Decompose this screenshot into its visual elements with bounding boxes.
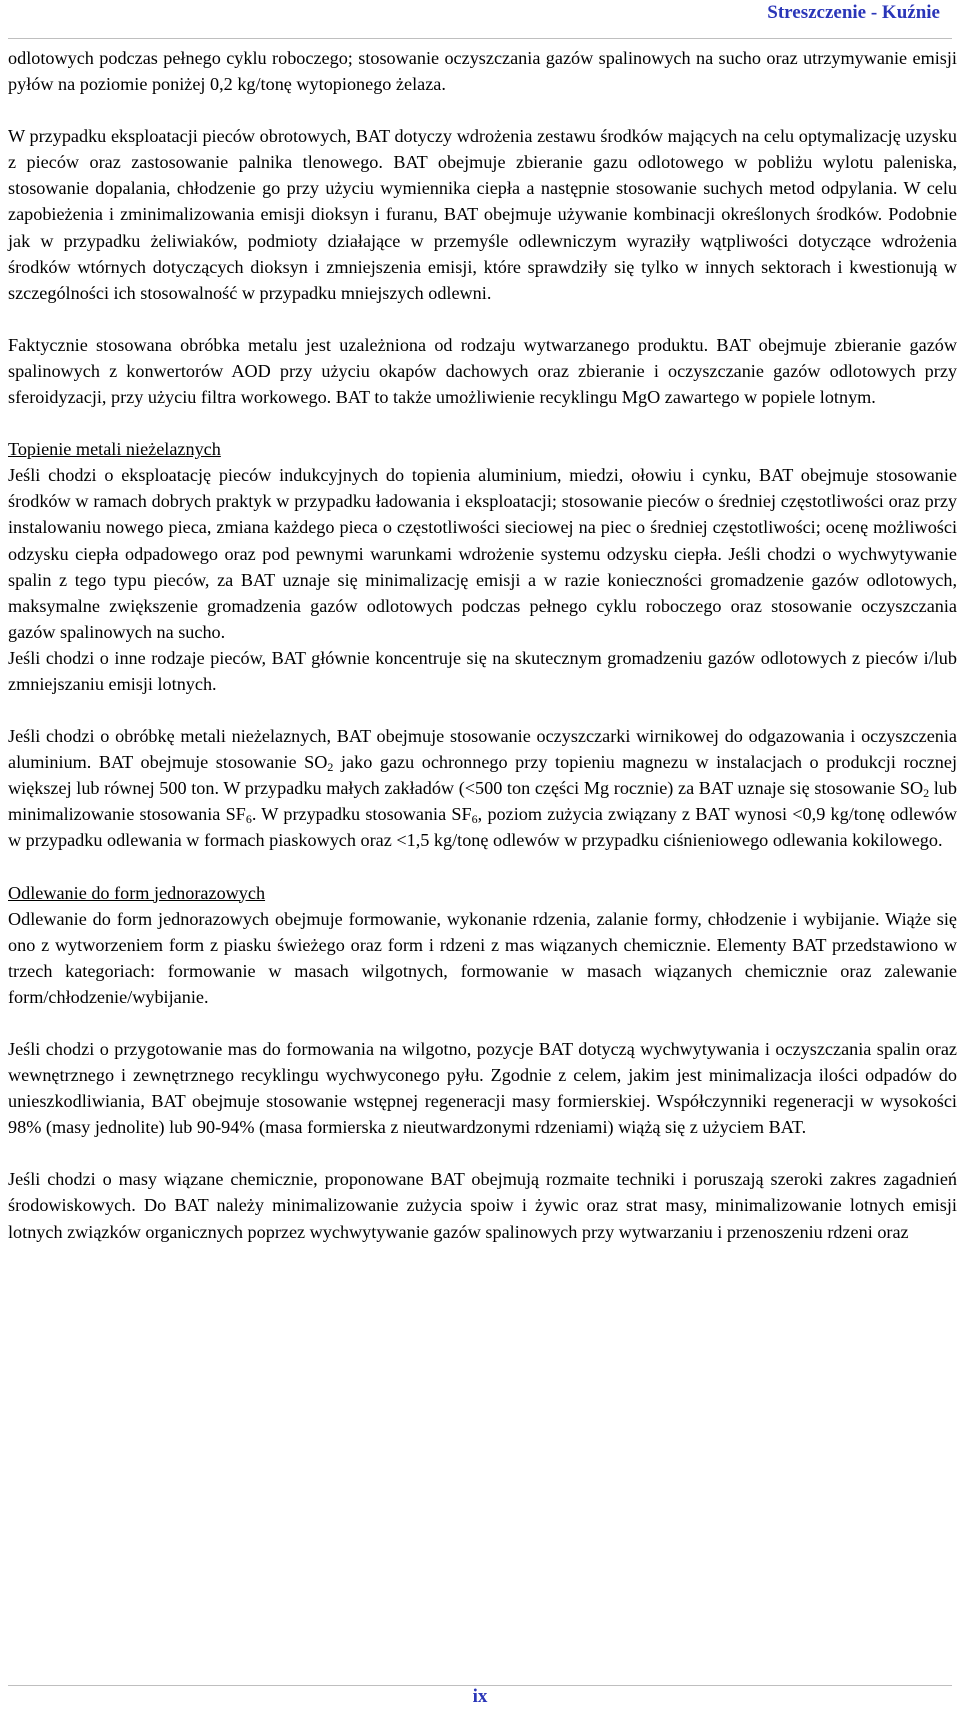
- text-run: . W przypadku stosowania SF: [251, 804, 472, 825]
- page-number: ix: [472, 1686, 488, 1707]
- section-heading: Topienie metali nieżelaznych: [8, 439, 221, 460]
- paragraph: Faktycznie stosowana obróbka metalu jest uzależniona od rodzaju wytwarzanego produktu. BAT obejmuje zbieranie gazów spalinowych z konwertorów AOD przy użyciu okapów dachowych oraz zbieranie i oczyszczanie gazów odlotowych przy sferoidyzacji, przy użyciu filtra workowego. BAT to także umożliwienie recyklingu MgO zawartego w popiele lotnym.: [8, 334, 957, 408]
- text-run: , poziom zużycia związany z BAT wynosi <0,9 kg/tonę odlewów w przypadku odlewania w formach piaskowych oraz <1,5 kg/tonę odlewów w przypadku ciśnieniowego odlewania kokilowego.: [8, 804, 957, 851]
- subscript: 2: [327, 760, 334, 775]
- header-divider: [8, 38, 952, 39]
- subscript: 2: [923, 786, 930, 801]
- paragraph: Jeśli chodzi o przygotowanie mas do formowania na wilgotno, pozycje BAT dotyczą wychwytywania i oczyszczania spalin oraz wewnętrznego i zewnętrznego recyklingu wychwyconego pyłu. Zgodnie z celem, jakim jest minimalizacja ilości odpadów do unieszkodliwiania, BAT obejmuje stosowanie wstępnej regeneracji masy formierskiej. Współczynniki regeneracji w wysokości 98% (masy jednolite) lub 90-94% (masa formierska z nieutwardzonymi rdzeniami) wiążą się z użyciem BAT.: [8, 1039, 957, 1138]
- section-heading: Odlewanie do form jednorazowych: [8, 882, 266, 903]
- paragraph: odlotowych podczas pełnego cyklu roboczego; stosowanie oczyszczania gazów spalinowych na sucho oraz utrzymywanie emisji pyłów na poziomie poniżej 0,2 kg/tonę wytopionego żelaza.: [8, 48, 957, 95]
- text-run: lub minimalizowanie stosowania SF: [8, 778, 957, 825]
- paragraph: Jeśli chodzi o masy wiązane chemicznie, proponowane BAT obejmują rozmaite techniki i poruszają szeroki zakres zagadnień środowiskowych. Do BAT należy minimalizowanie zużycia spoiw i żywic oraz strat masy, minimalizowanie lotnych emisji lotnych związków organicznych poprzez wychwytywanie gazów spalinowych przy wytwarzaniu i przenoszeniu rdzeni oraz: [8, 1169, 957, 1242]
- subscript: 6: [245, 812, 252, 827]
- paragraph: W przypadku eksploatacji pieców obrotowych, BAT dotyczy wdrożenia zestawu środków mających na celu optymalizację uzysku z pieców oraz zastosowanie palnika tlenowego. BAT obejmuje zbieranie gazu odlotowego w pobliżu wylotu paleniska, stosowanie dopalania, chłodzenie go przy użyciu wymiennika ciepła a następnie stosowanie suchych metod odpylania. W celu zapobieżenia i zminimalizowania emisji dioksyn i furanu, BAT obejmuje używanie kombinacji określonych środków. Podobnie jak w przypadku żeliwiaków, podmioty działające w przemyśle odlewniczym wyraziły wątpliwości dotyczące wdrożenia środków wtórnych dotyczących dioksyn i zmniejszenia emisji, które sprawdziły się tylko w innych sektorach i kwestionują w szczególności ich stosowalność w przypadku mniejszych odlewni.: [8, 126, 957, 303]
- paragraph: [8, 723, 957, 853]
- paragraph: Odlewanie do form jednorazowych obejmuje formowanie, wykonanie rdzenia, zalanie formy, chłodzenie i wybijanie. Wiąże się ono z wytworzeniem form z piasku świeżego oraz form i rdzeni z mas wiązanych chemicznie. Elementy BAT przedstawiono w trzech kategoriach: formowanie w masach wilgotnych, formowanie w masach wiązanych chemicznie oraz zalewanie form/chłodzenie/wybijanie.: [8, 908, 957, 1007]
- subscript: 6: [471, 812, 478, 827]
- text-run: jako gazu ochronnego przy topieniu magnezu w instalacjach o produkcji rocznej większej lub równej 500 ton. W przypadku małych zakładów (<500 ton części Mg rocznie) za BAT uznaje się stosowanie SO: [8, 752, 957, 799]
- running-header: Streszczenie - Kuźnie: [767, 2, 940, 23]
- paragraph: Jeśli chodzi o eksploatację pieców indukcyjnych do topienia aluminium, miedzi, ołowiu i cynku, BAT obejmuje stosowanie środków w ramach dobrych praktyk w przypadku ładowania i eksploatacji; stosowanie pieców o średniej częstotliwości oraz przy instalowaniu nowego pieca, zmiana każdego pieca o częstotliwości sieciowej na piec o średniej częstotliwości; ocenę możliwości odzysku ciepła odpadowego oraz pod pewnymi warunkami wdrożenie systemu odzysku ciepła. Jeśli chodzi o wychwytywanie spalin z tego typu pieców, za BAT uznaje się minimalizację emisji a w razie konieczności gromadzenie gazów odlotowych, maksymalne zwiększenie gromadzenia gazów odlotowych podczas pełnego cyklu roboczego oraz stosowanie oczyszczania gazów spalinowych na sucho.: [8, 465, 957, 642]
- document-body: [8, 45, 957, 1245]
- text-run: Jeśli chodzi o obróbkę metali nieżelaznych, BAT obejmuje stosowanie oczyszczarki wirnikowej do odgazowania i oczyszczenia aluminium. BAT obejmuje stosowanie SO: [8, 726, 957, 773]
- paragraph: Jeśli chodzi o inne rodzaje pieców, BAT głównie koncentruje się na skutecznym gromadzeniu gazów odlotowych z pieców i/lub zmniejszaniu emisji lotnych.: [8, 647, 957, 694]
